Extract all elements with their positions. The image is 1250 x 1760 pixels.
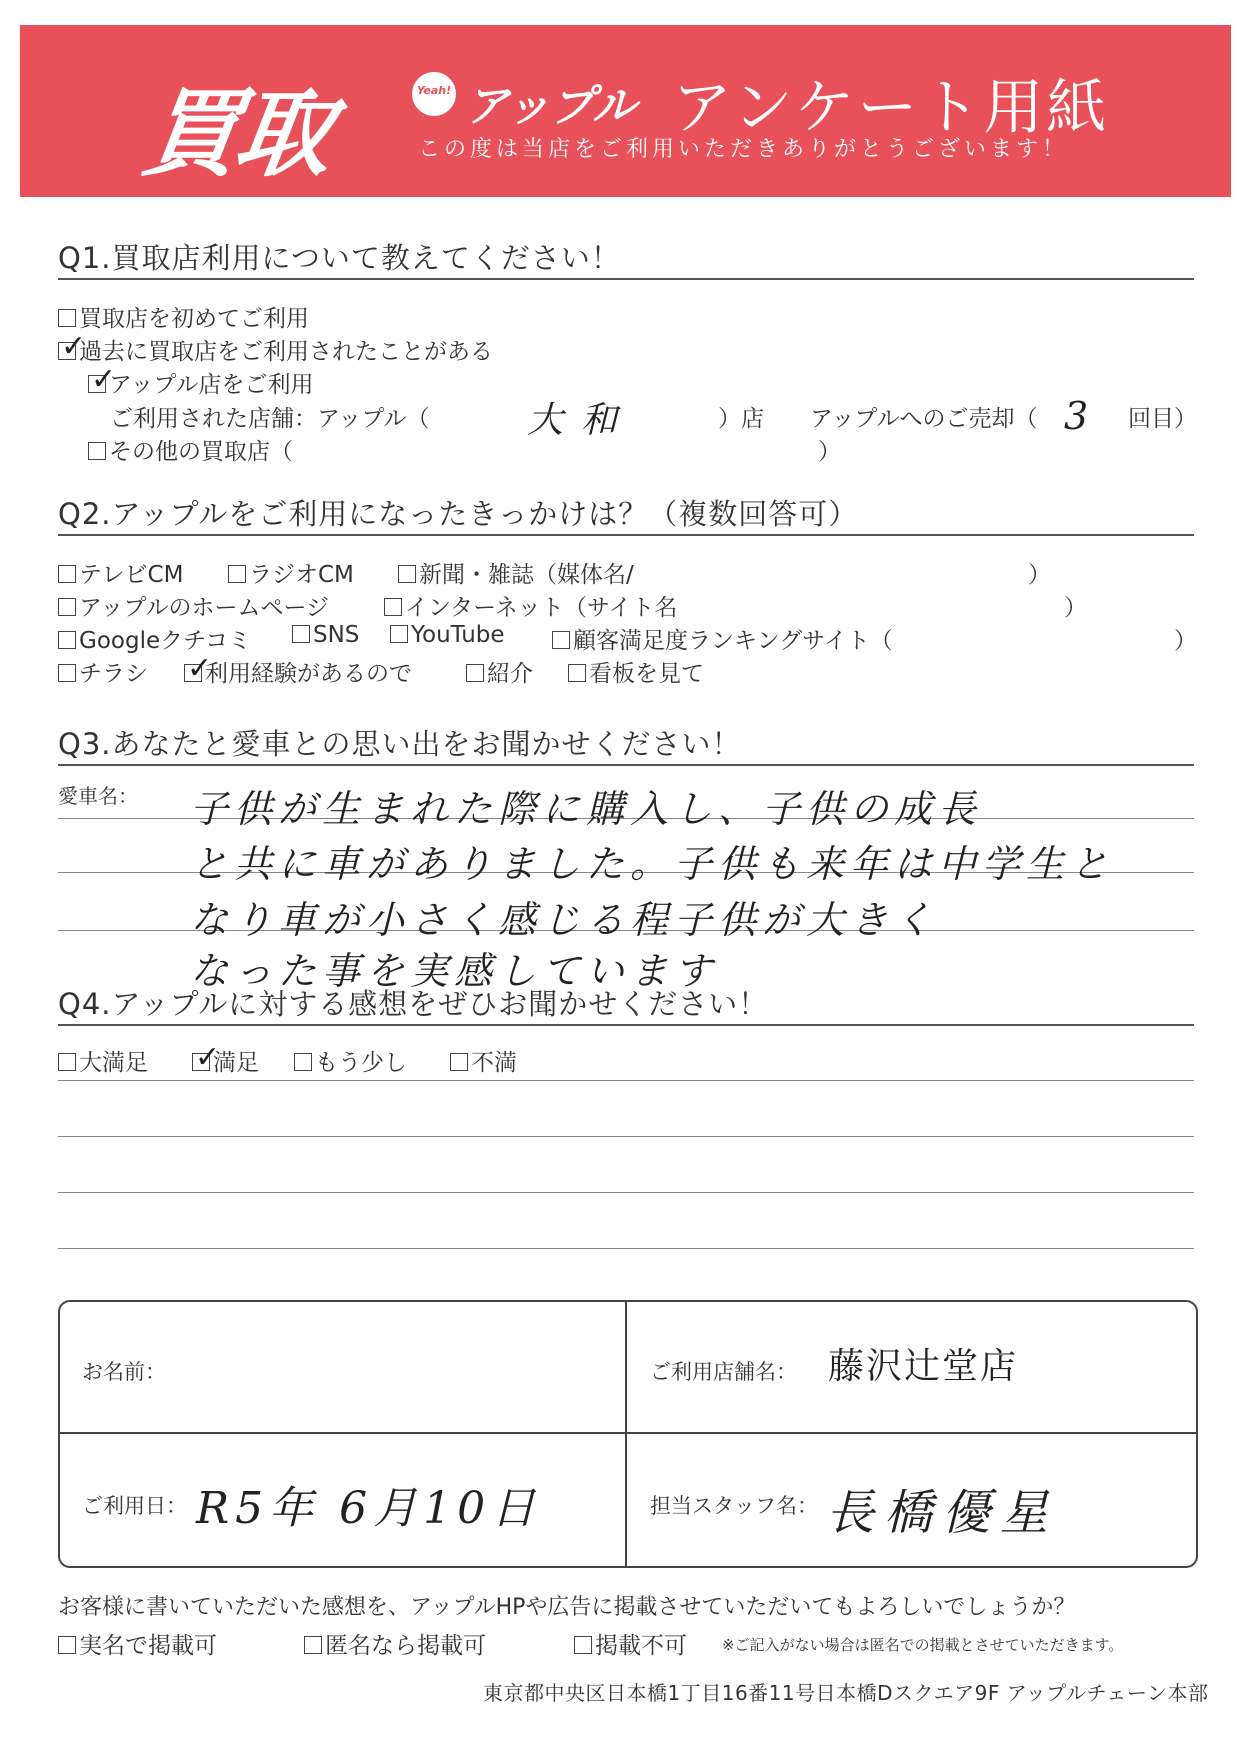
news-close: ） <box>1028 562 1051 588</box>
q4-option-very-satisfied[interactable] <box>58 1044 148 1077</box>
consent-not-allowed[interactable] <box>574 1627 687 1660</box>
memory-text-line[interactable]: なり車が小さく感じる程子供が大きく <box>190 898 939 942</box>
option-label: インターネット（サイト名 <box>405 595 678 621</box>
q2-option-radio[interactable] <box>228 556 354 589</box>
q2-option-referral[interactable] <box>466 655 533 688</box>
option-label: 匿名なら掲載可 <box>325 1633 486 1659</box>
store-value[interactable]: 大和 <box>527 400 636 441</box>
checkbox[interactable] <box>294 1053 312 1071</box>
q4-line-2 <box>58 1136 1194 1137</box>
kaitori-logo-text: 買取 <box>136 78 336 190</box>
option-label: 大満足 <box>79 1050 148 1076</box>
q1-rule <box>58 278 1194 280</box>
checkbox-checked[interactable] <box>192 1040 221 1075</box>
option-label: YouTube <box>411 622 505 648</box>
checkbox[interactable] <box>88 442 106 460</box>
memory-text-line[interactable]: なった事を実感しています <box>190 949 719 993</box>
other-close: ） <box>818 439 841 465</box>
option-label: 顧客満足度ランキングサイト（ <box>573 628 893 654</box>
q1-option-apple[interactable] <box>88 362 314 399</box>
q2-option-sns[interactable] <box>292 622 359 648</box>
checkbox-checked[interactable] <box>184 651 213 686</box>
option-label: テレビCM <box>79 562 184 588</box>
checkbox[interactable] <box>384 598 402 616</box>
q2-option-google[interactable] <box>58 622 251 655</box>
option-label: 利用経験があるので <box>205 661 412 687</box>
q2-option-homepage[interactable] <box>58 589 329 622</box>
store-suffix: ）店 <box>718 406 764 432</box>
q4-heading: Q4.アップルに対する感想をぜひお聞かせください！ <box>58 987 769 1021</box>
option-label: 買取店を初めてご利用 <box>79 306 309 332</box>
checkbox[interactable] <box>466 664 484 682</box>
footer-address: 東京都中央区日本橋1丁目16番11号日本橋Dスクエア9F アップルチェーン本部 <box>483 1681 1209 1705</box>
option-label: チラシ <box>79 661 148 687</box>
q2-option-internet[interactable] <box>384 589 677 622</box>
staff-value[interactable]: 長橋優星 <box>826 1485 1059 1541</box>
consent-question: お客様に書いていただいた感想を、アップルHPや広告に掲載させていただいてもよろしいでしょうか？ <box>58 1595 1076 1620</box>
q2-option-ranking[interactable] <box>552 622 893 655</box>
q2-option-youtube[interactable] <box>390 622 505 648</box>
option-label: ラジオCM <box>249 562 354 588</box>
memory-text-line[interactable]: と共に車がありました。子供も来年は中学生と <box>190 842 1115 886</box>
q2-option-signboard[interactable] <box>568 655 704 688</box>
q1-option-other[interactable] <box>88 433 293 466</box>
checkbox[interactable] <box>390 625 408 643</box>
option-label: 不満 <box>471 1050 517 1076</box>
internet-close: ） <box>1064 595 1087 621</box>
checkbox-checked[interactable] <box>58 329 87 364</box>
car-name-label: 愛車名： <box>58 784 138 808</box>
checkbox[interactable] <box>574 1636 592 1654</box>
q2-option-experience[interactable] <box>184 651 412 688</box>
consent-real-name[interactable] <box>58 1627 217 1660</box>
checkbox[interactable] <box>58 309 76 327</box>
consent-anonymous[interactable] <box>304 1627 486 1660</box>
option-label: 満足 <box>213 1050 259 1076</box>
q1-heading: Q1.買取店利用について教えてください！ <box>58 241 621 275</box>
shop-label: ご利用店舗名： <box>650 1360 797 1384</box>
option-label: もう少し <box>315 1050 407 1076</box>
q4-line-3 <box>58 1192 1194 1193</box>
q4-rule <box>58 1024 1194 1026</box>
table-divider-vertical <box>625 1300 627 1568</box>
q4-option-a-little-more[interactable] <box>294 1044 407 1077</box>
option-label: アップルのホームページ <box>79 595 330 621</box>
option-label: SNS <box>313 622 360 648</box>
apple-logo-icon <box>412 72 456 116</box>
option-label: Googleクチコミ <box>79 628 252 654</box>
q1-option-first[interactable] <box>58 300 309 333</box>
shop-value[interactable]: 藤沢辻堂店 <box>828 1346 1019 1387</box>
option-label: アップル店をご利用 <box>109 372 314 398</box>
name-label: お名前： <box>82 1360 166 1384</box>
option-label: その他の買取店（ <box>109 439 293 465</box>
q4-line-1 <box>58 1080 1194 1081</box>
checkbox[interactable] <box>292 625 310 643</box>
staff-label: 担当スタッフ名： <box>650 1494 818 1518</box>
checkbox[interactable] <box>568 664 586 682</box>
page-title: アンケート用紙 <box>672 73 1110 143</box>
option-label: 掲載不可 <box>595 1633 687 1659</box>
date-label: ご利用日： <box>82 1494 187 1518</box>
checkbox[interactable] <box>450 1053 468 1071</box>
q2-rule <box>58 534 1194 536</box>
logo-text: Yeah! <box>416 84 452 97</box>
option-label: 過去に買取店をご利用されたことがある <box>79 339 493 365</box>
q4-line-4 <box>58 1248 1194 1249</box>
checkbox[interactable] <box>552 631 570 649</box>
checkbox[interactable] <box>304 1636 322 1654</box>
q4-option-dissatisfied[interactable] <box>450 1044 517 1077</box>
checkbox[interactable] <box>398 565 416 583</box>
count-suffix: 回目） <box>1128 406 1197 432</box>
checkbox[interactable] <box>58 631 76 649</box>
date-value[interactable]: R5年 6月10日 <box>196 1483 542 1534</box>
q4-option-satisfied[interactable] <box>192 1040 259 1077</box>
store-label: ご利用された店舗：アップル（ <box>110 406 430 432</box>
q3-rule <box>58 764 1194 766</box>
checkbox[interactable] <box>228 565 246 583</box>
page-subtitle: この度は当店をご利用いただきありがとうございます！ <box>418 137 1069 162</box>
checkbox[interactable] <box>58 598 76 616</box>
table-divider-horizontal <box>58 1432 1198 1434</box>
check-mark-icon: ✓ <box>187 651 213 686</box>
option-label: 紹介 <box>487 661 533 687</box>
count-value[interactable]: 3 <box>1064 394 1089 438</box>
ranking-close: ） <box>1174 628 1197 654</box>
q2-option-news[interactable] <box>398 556 634 589</box>
memory-text-line[interactable]: 子供が生まれた際に購入し、子供の成長 <box>190 787 983 831</box>
q2-heading: Q2.アップルをご利用になったきっかけは？（複数回答可） <box>58 497 859 531</box>
checkbox[interactable] <box>58 1636 76 1654</box>
check-mark-icon: ✓ <box>61 329 87 364</box>
q2-option-tv[interactable] <box>58 556 183 589</box>
checkbox[interactable] <box>58 565 76 583</box>
checkbox[interactable] <box>58 1053 76 1071</box>
brand-name: アップル <box>465 81 637 132</box>
count-label: アップルへのご売却（ <box>810 406 1038 432</box>
checkbox-checked[interactable] <box>88 362 117 397</box>
q3-heading: Q3.あなたと愛車との思い出をお聞かせください！ <box>58 727 742 761</box>
option-label: 看板を見て <box>589 661 704 687</box>
option-label: 実名で掲載可 <box>79 1633 217 1659</box>
q1-option-past[interactable] <box>58 329 493 366</box>
checkbox[interactable] <box>58 664 76 682</box>
check-mark-icon: ✓ <box>91 362 117 397</box>
q2-option-flyer[interactable] <box>58 655 148 688</box>
option-label: 新聞・雑誌（媒体名/ <box>419 562 634 588</box>
consent-note: ※ご記入がない場合は匿名での掲載とさせていただきます。 <box>722 1636 1124 1654</box>
check-mark-icon: ✓ <box>195 1040 221 1075</box>
